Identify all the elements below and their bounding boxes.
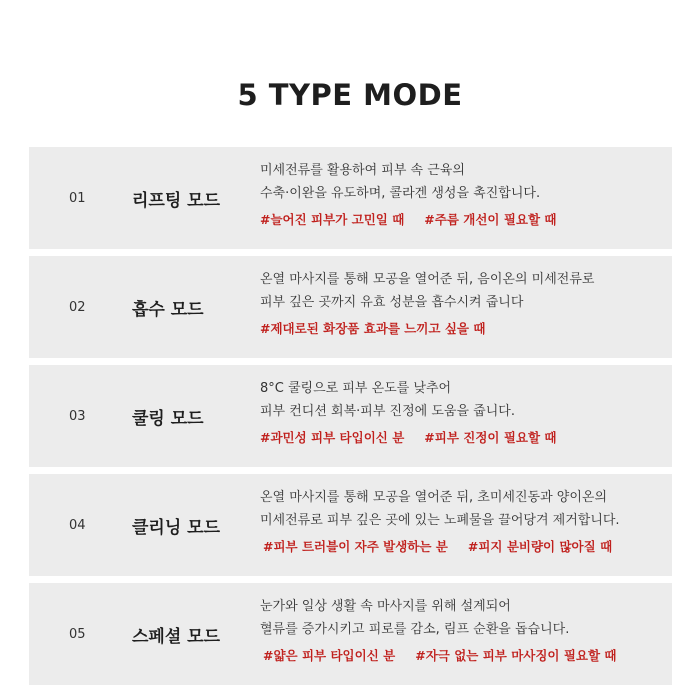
mode-name: 쿨링 모드: [132, 408, 204, 429]
hashtag-row: [260, 535, 665, 558]
hashtag: #늘어진 피부가 고민일 때: [260, 212, 405, 227]
description-line: 미세전류를 활용하여 피부 속 근육의: [260, 163, 465, 178]
mode-number: 02: [69, 299, 86, 315]
hashtag: #주름 개선이 필요할 때: [424, 212, 557, 227]
hashtag-row: [260, 317, 665, 340]
mode-card-cleaning: [29, 474, 672, 576]
description-line: 피부 컨디션 회복·피부 진정에 도움을 줍니다.: [260, 404, 515, 419]
mode-description: [260, 159, 665, 231]
hashtag: #제대로된 화장품 효과를 느끼고 싶을 때: [260, 321, 486, 336]
mode-name: 클리닝 모드: [132, 517, 221, 538]
mode-name: 스페셜 모드: [132, 626, 221, 647]
mode-card-lifting: [29, 147, 672, 249]
hashtag: #자극 없는 피부 마사징이 필요할 때: [415, 648, 617, 663]
description-line: 피부 깊은 곳까지 유효 성분을 흡수시켜 줍니다: [260, 295, 524, 310]
mode-number: 05: [69, 626, 86, 642]
mode-card-absorption: [29, 256, 672, 358]
description-line: 혈류를 증가시키고 피로를 감소, 림프 순환을 돕습니다.: [260, 622, 570, 637]
mode-description: [260, 595, 665, 667]
mode-number: 01: [69, 190, 86, 206]
description-line: 눈가와 일상 생활 속 마사지를 위해 설계되어: [260, 599, 511, 614]
mode-name: 리프팅 모드: [132, 190, 221, 211]
mode-description: [260, 377, 665, 449]
hashtag: #피지 분비량이 많아질 때: [467, 539, 613, 554]
hashtag: #피부 진정이 필요할 때: [424, 430, 557, 445]
page-title: 5 TYPE MODE: [237, 78, 463, 112]
mode-description: [260, 268, 665, 340]
mode-description: [260, 486, 665, 558]
description-line: 수축·이완을 유도하며, 콜라겐 생성을 촉진합니다.: [260, 186, 541, 201]
mode-card-cooling: [29, 365, 672, 467]
description-line: 8°C 쿨링으로 피부 온도를 낮추어: [260, 381, 452, 396]
mode-number: 03: [69, 408, 86, 424]
hashtag-row: [260, 426, 665, 449]
hashtag: #과민성 피부 타입이신 분: [260, 430, 405, 445]
hashtag: #피부 트러블이 자주 발생하는 분: [263, 539, 448, 554]
mode-card-special: [29, 583, 672, 685]
hashtag-row: [260, 644, 665, 667]
hashtag-row: [260, 208, 665, 231]
description-line: 온열 마사지를 통해 모공을 열어준 뒤, 초미세진동과 양이온의: [260, 490, 608, 505]
hashtag: #얇은 피부 타입이신 분: [263, 648, 396, 663]
description-line: 온열 마사지를 통해 모공을 열어준 뒤, 음이온의 미세전류로: [260, 272, 595, 287]
mode-number: 04: [69, 517, 86, 533]
mode-name: 흡수 모드: [132, 299, 204, 320]
description-line: 미세전류로 피부 깊은 곳에 있는 노폐물을 끌어당겨 제거합니다.: [260, 513, 620, 528]
